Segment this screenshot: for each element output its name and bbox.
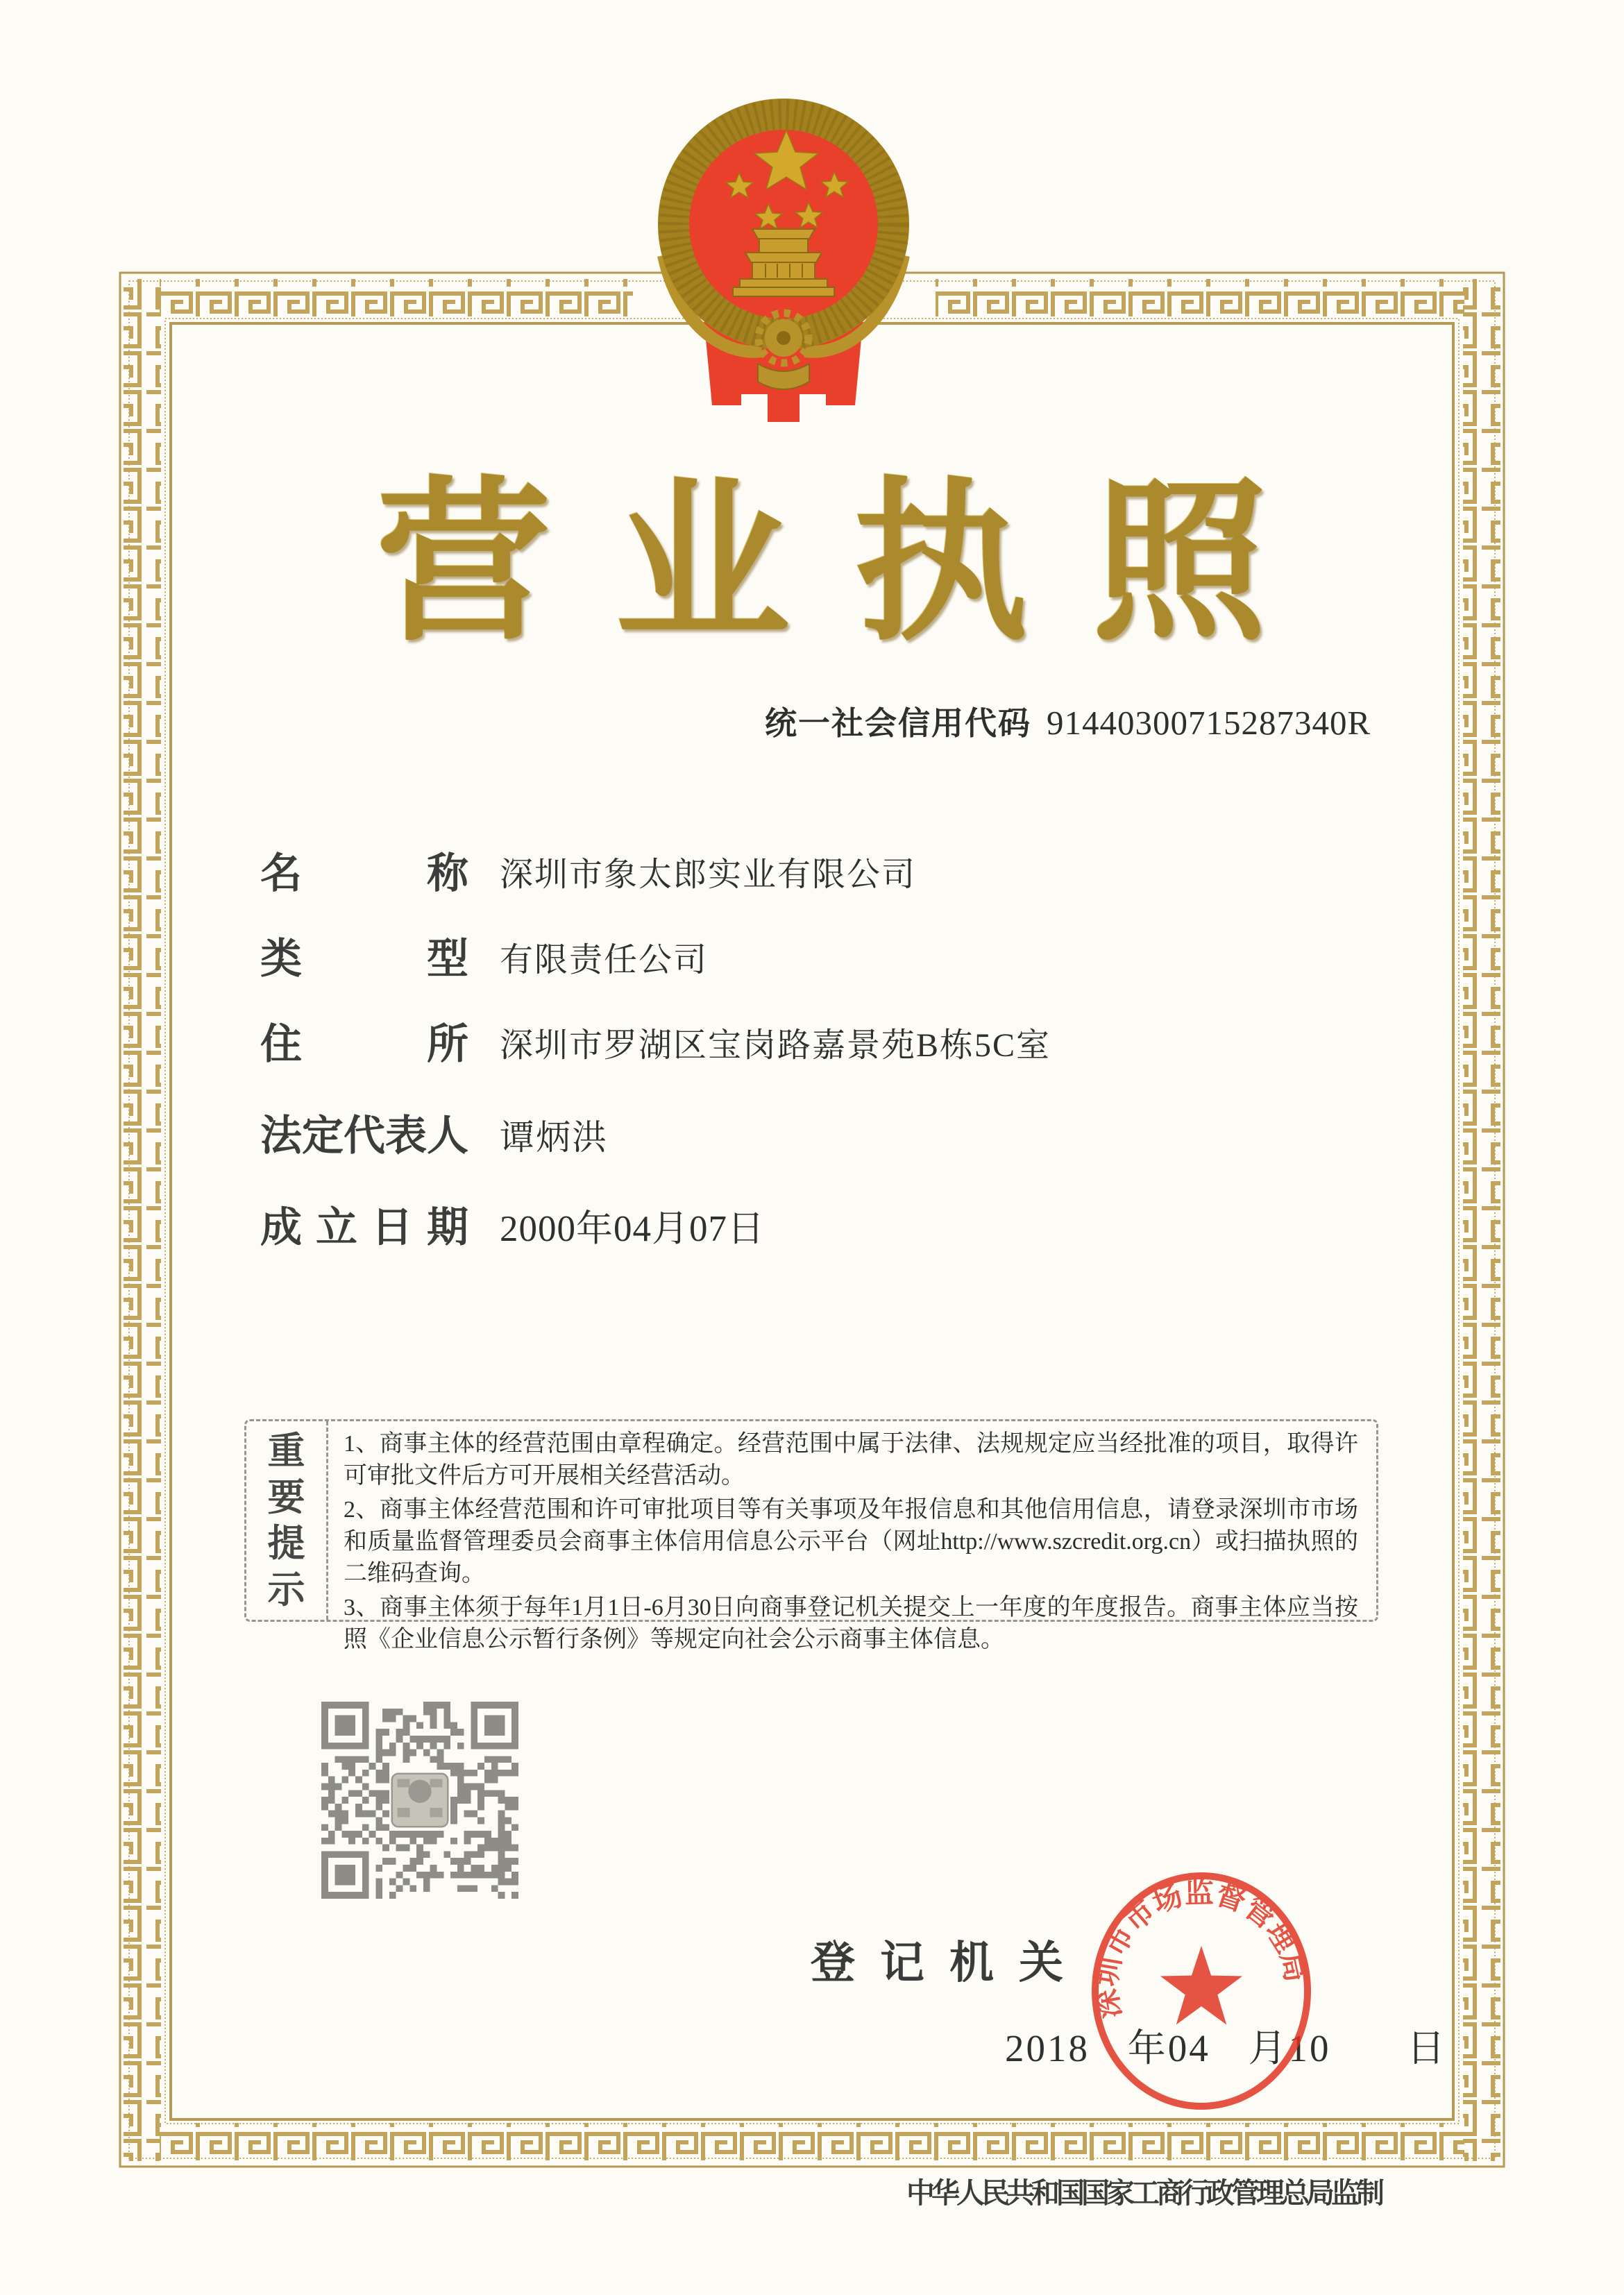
field-row-address	[260, 1022, 1385, 1070]
field-label: 住 所	[260, 1021, 468, 1067]
field-label: 名 称	[260, 850, 468, 897]
issue-date: 2018 年04 月10 日	[1005, 2027, 1448, 2069]
field-value: 有限责任公司	[500, 942, 709, 979]
notice-item: 1、商事主体的经营范围由章程确定。经营范围中属于法律、法规规定应当经批准的项目，取得许可审批文件后方可开展相关经营活动。	[344, 1431, 1358, 1489]
notice-body	[328, 1421, 1376, 1652]
notice-item: 3、商事主体须于每年1月1日-6月30日向商事登记机关提交上一年度的年度报告。商事主体应当按照《企业信息公示暂行条例》等规定向社会公示商事主体信息。	[344, 1595, 1358, 1652]
field-value: 谭炳洪	[500, 1118, 608, 1157]
official-seal	[1072, 1857, 1330, 2129]
license-title: 营业执照	[375, 467, 1331, 661]
china-national-emblem-icon	[623, 50, 947, 452]
qr-code	[321, 1702, 518, 1899]
field-row-legal-representative	[260, 1113, 1385, 1162]
qr-center-logo	[392, 1774, 448, 1827]
field-row-name	[260, 851, 1385, 899]
notice-item: 2、商事主体经营范围和许可审批项目等有关事项及年报信息和其他信用信息，请登录深圳市市场和质量监督管理委员会商事主体信用信息公示平台（网址http://www.szcredit.org.cn）或扫描执照的二维码查询。	[344, 1497, 1358, 1586]
field-row-type	[260, 936, 1385, 985]
credit-code-label: 统一社会信用代码	[765, 706, 1031, 741]
field-value: 2000年04月07日	[500, 1209, 765, 1249]
field-label: 类 型	[260, 935, 468, 982]
field-label: 成 立 日 期	[260, 1204, 468, 1251]
credit-code-value: 91440300715287340R	[1047, 704, 1371, 742]
field-value: 深圳市罗湖区宝岗路嘉景苑B栋5C室	[500, 1027, 1051, 1064]
registration-authority-label: 登记机关	[811, 1938, 1088, 1988]
footer-publisher: 中华人民共和国国家工商行政管理总局监制	[906, 2177, 1381, 2209]
field-value: 深圳市象太郎实业有限公司	[500, 856, 917, 893]
important-notice-box	[244, 1419, 1378, 1652]
credit-code-line	[765, 702, 1371, 745]
field-row-establish-date	[260, 1205, 1385, 1253]
field-label: 法 定 代 表 人	[260, 1112, 468, 1159]
seal-text: 深圳市市场监督管理局	[1090, 1877, 1312, 2021]
notice-heading: 重 要 提 示	[246, 1421, 328, 1620]
seal-star-icon	[1160, 1946, 1242, 2025]
